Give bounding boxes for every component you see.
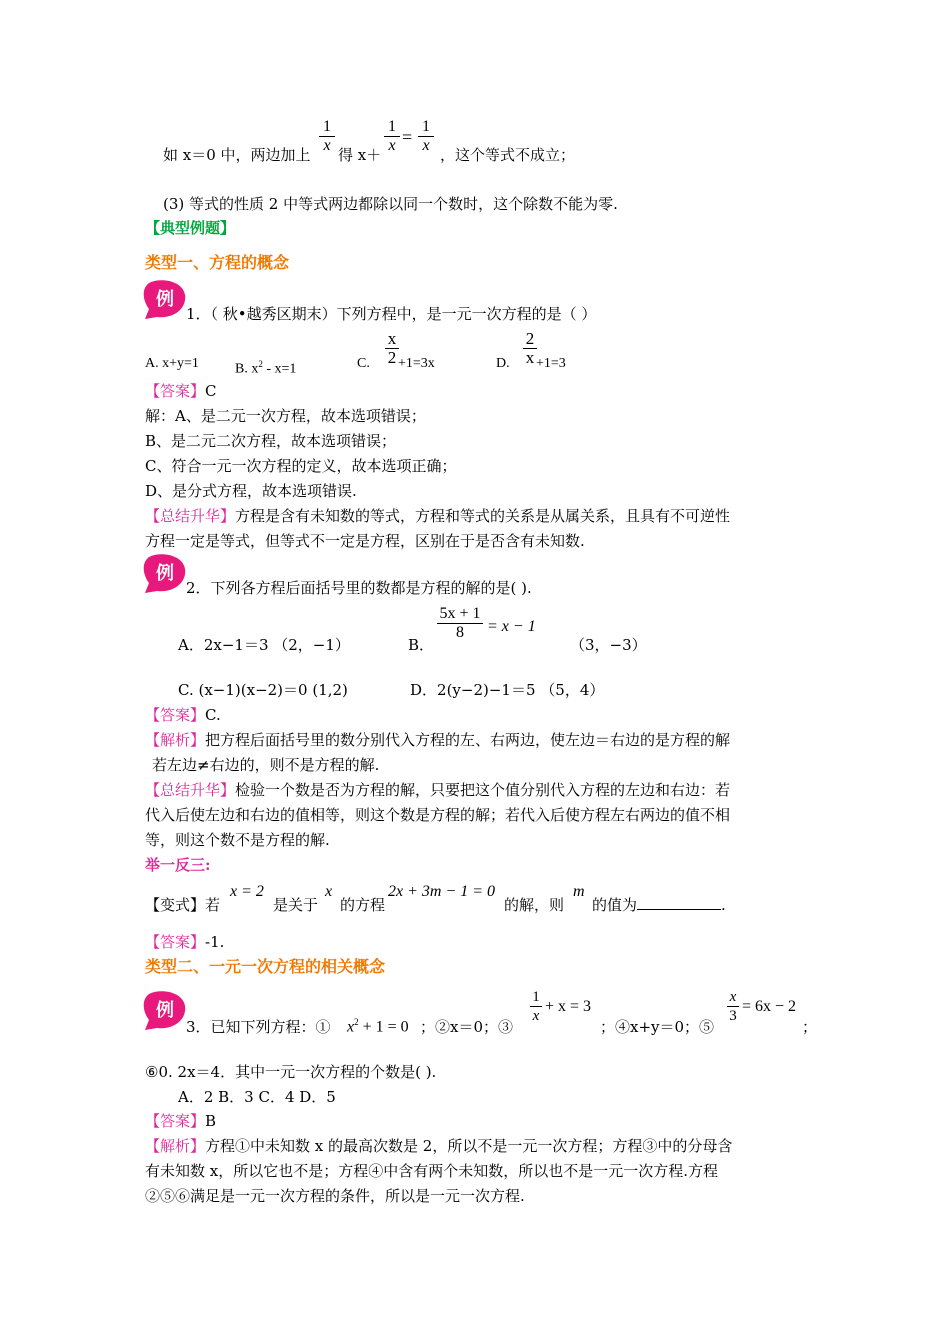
q1-stem: 1．（ 秋•越秀区期末）下列方程中，是一元一次方程的是（ ） bbox=[186, 305, 597, 323]
q2-option-b-rhs: = x − 1 bbox=[487, 618, 536, 635]
fraction-one-over-x: 1 x bbox=[384, 118, 400, 155]
q1-option-d-rest: +1=3 bbox=[536, 356, 566, 371]
q3-equation-5-fraction: x 3 bbox=[727, 988, 739, 1025]
intro-text-mid: 得 x＋ bbox=[338, 146, 382, 164]
q3-line-2: ⑥0. 2x＝4．其中一元一次方程的个数是( ). bbox=[145, 1063, 437, 1081]
equals-sign: = bbox=[402, 127, 413, 147]
q3-equation-3-fraction: 1 x bbox=[530, 988, 542, 1025]
q3-stem-pre: 3．已知下列方程：① bbox=[186, 1018, 331, 1036]
q3-stem-4: ；④x+y＝0；⑤ bbox=[600, 1018, 715, 1036]
q1-option-c-label: C. bbox=[357, 356, 370, 371]
q3-equation-5-rhs: = 6x − 2 bbox=[742, 998, 797, 1015]
example-badge bbox=[143, 990, 187, 1030]
q3-options: A．2 B．3 C．4 D．5 bbox=[178, 1088, 336, 1106]
q3-equation-1: $x^2 + 1 = 0$ bbox=[347, 1017, 409, 1036]
type2-title: 类型二、一元一次方程的相关概念 bbox=[145, 957, 386, 976]
fraction-one-over-x: 1 x bbox=[418, 118, 434, 155]
intro-line-2: (3) 等式的性质 2 中等式两边都除以同一个数时，这个除数不能为零. bbox=[163, 195, 618, 213]
variant-math-m: m bbox=[573, 883, 585, 900]
variant-math-equation: 2x + 3m − 1 = 0 bbox=[388, 883, 496, 900]
q3-answer: 【答案】B bbox=[145, 1112, 217, 1130]
intro-text-post: ，这个等式不成立； bbox=[440, 146, 576, 164]
svg-text:例: 例 bbox=[156, 1000, 174, 1021]
q1-option-b: B. $x^2 - x=1$ bbox=[235, 359, 297, 377]
q2-option-b-fraction: 5x + 1 8 bbox=[437, 605, 483, 642]
q1-summary-1: 【总结升华】方程是含有未知数的等式，方程和等式的关系是从属关系，且具有不可逆性 bbox=[145, 507, 731, 525]
example-badge bbox=[143, 279, 187, 319]
svg-text:例: 例 bbox=[156, 289, 174, 310]
q2-option-c: C. (x−1)(x−2)＝0 (1,2) bbox=[178, 681, 348, 699]
answer-blank[interactable] bbox=[637, 895, 721, 910]
q3-equation-3-rhs: + x = 3 bbox=[545, 998, 592, 1015]
q2-stem: 2．下列各方程后面括号里的数都是方程的解的是( ). bbox=[186, 579, 532, 597]
variant-text-5: 的值为 . bbox=[592, 896, 726, 914]
q2-summary-2: 代入后使左边和右边的值相等，则这个数是方程的解；若代入后使方程左右两边的值不相 bbox=[145, 806, 731, 824]
variant-question: 【变式】若 bbox=[145, 896, 221, 914]
example-badge-icon bbox=[143, 990, 187, 1030]
variant-answer: 【答案】-1. bbox=[145, 933, 225, 951]
q2-analysis-2: 若左边≠右边的，则不是方程的解. bbox=[152, 756, 380, 774]
example-badge-icon bbox=[143, 553, 187, 593]
q2-option-b-label: B． bbox=[408, 636, 435, 654]
section-header: 【典型例题】 bbox=[145, 219, 236, 237]
q1-summary-2: 方程一定是等式，但等式不一定是方程，区别在于是否含有未知数. bbox=[145, 532, 585, 550]
q3-stem-2: ；②x＝0；③ bbox=[420, 1018, 514, 1036]
intro-text-pre: 如 x＝0 中，两边加上 bbox=[163, 146, 311, 164]
svg-text:例: 例 bbox=[156, 563, 174, 584]
example-badge bbox=[143, 553, 187, 593]
q2-analysis-1: 【解析】把方程后面括号里的数分别代入方程的左、右两边，使左边＝右边的是方程的解 bbox=[145, 731, 731, 749]
q2-summary-3: 等，则这个数不是方程的解. bbox=[145, 831, 330, 849]
q3-analysis-1: 【解析】方程①中未知数 x 的最高次数是 2，所以不是一元一次方程；方程③中的分母含 bbox=[145, 1137, 733, 1155]
q1-option-a: A. x+y=1 bbox=[145, 356, 199, 371]
q1-answer: 【答案】C bbox=[145, 382, 217, 400]
q2-option-b-solution: （3，−3） bbox=[570, 636, 647, 654]
q3-analysis-3: ②⑤⑥满足是一元一次方程的条件，所以是一元一次方程. bbox=[145, 1187, 525, 1205]
fraction-one-over-x: 1 x bbox=[319, 118, 335, 155]
q1-solution-1: 解：A、是二元一次方程，故本选项错误； bbox=[145, 407, 426, 425]
q2-answer: 【答案】C. bbox=[145, 706, 221, 724]
q1-solution-4: D、是分式方程，故本选项错误. bbox=[145, 482, 357, 500]
q1-option-c-rest: +1=3x bbox=[398, 356, 435, 371]
type1-title: 类型一、方程的概念 bbox=[145, 253, 290, 272]
q3-stem-end: ； bbox=[802, 1018, 818, 1036]
variant-math-x-eq-2: x = 2 bbox=[230, 883, 264, 900]
variant-text-3: 的方程 bbox=[340, 896, 386, 914]
variant-math-x: x bbox=[325, 883, 333, 900]
q2-option-a: A．2x−1＝3 （2，−1） bbox=[178, 636, 350, 654]
q3-analysis-2: 有未知数 x，所以它也不是；方程④中含有两个未知数，所以也不是一元一次方程.方程 bbox=[145, 1162, 718, 1180]
variant-header: 举一反三: bbox=[145, 856, 211, 874]
q1-solution-2: B、是二元二次方程，故本选项错误； bbox=[145, 432, 397, 450]
q2-summary-1: 【总结升华】检验一个数是否为方程的解，只要把这个值分别代入方程的左边和右边：若 bbox=[145, 781, 731, 799]
variant-text-4: 的解，则 bbox=[504, 896, 565, 914]
q1-option-d-label: D. bbox=[496, 356, 510, 371]
variant-text-2: 是关于 bbox=[273, 896, 319, 914]
q1-option-d-fraction: 2 x bbox=[523, 330, 537, 367]
example-badge-icon bbox=[143, 279, 187, 319]
q2-option-d: D．2(y−2)−1＝5 （5，4） bbox=[410, 681, 605, 699]
q1-option-c-fraction: x 2 bbox=[385, 330, 399, 367]
q1-solution-3: C、符合一元一次方程的定义，故本选项正确； bbox=[145, 457, 457, 475]
